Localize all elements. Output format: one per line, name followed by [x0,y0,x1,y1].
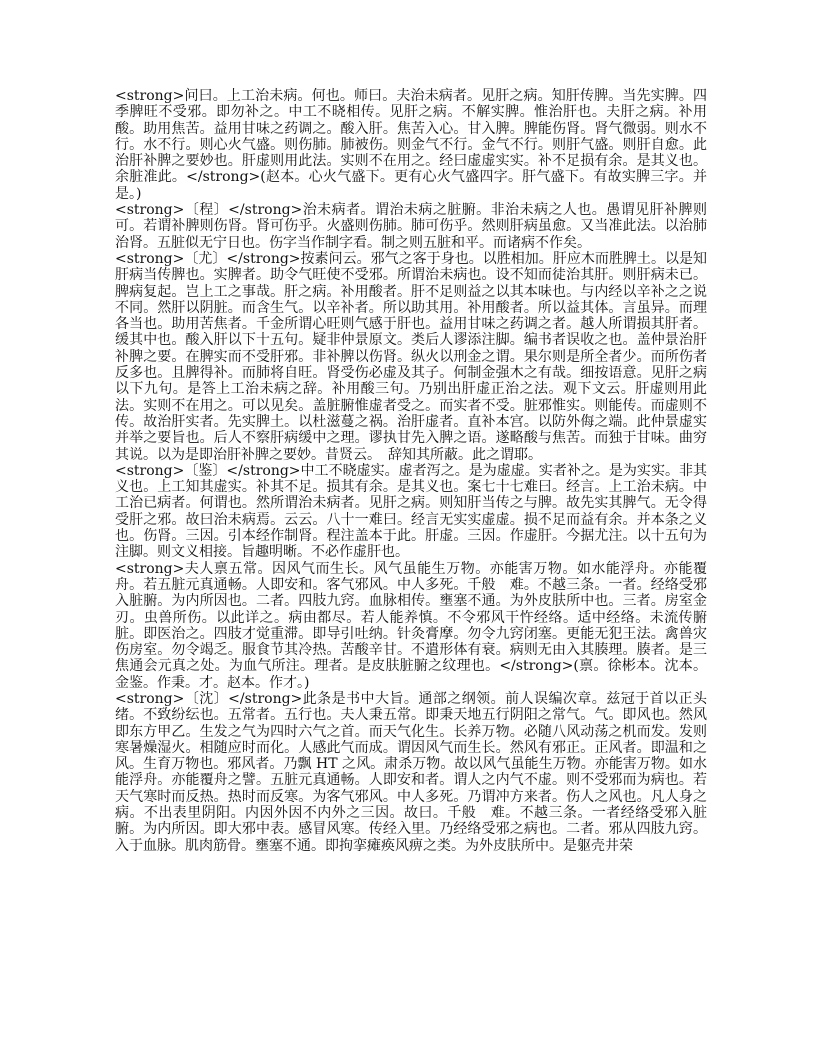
paragraph-five-constants: <strong>夫人禀五常。因风气而生长。风气虽能生万物。亦能害万物。如水能浮舟。亦能覆舟。若五脏元真通畅。人即安和。客气邪风。中人多死。千般 难。不越三条。一者。经络受邪入脏腑。为内所因也。二者。四肢九窍。血脉相传。壅塞不通。为外皮肤所中也。三者。房室金刃。虫兽所伤。以此详之。病由都尽。若人能养慎。不令邪风干忤经络。适中经络。未流传腑脏。即医治之。四肢才觉重滞。即导引吐纳。针灸膏摩。勿令九窍闭塞。更能无犯王法。禽兽灾伤房室。勿令竭乏。服食节其冷热。苦酸辛甘。不遣形体有衰。病则无由入其腠理。腠者。是三焦通会元真之处。为血气所注。理者。是皮肤脏腑之纹理也。</strong>(禀。徐彬本。沈本。金鉴。作秉。才。赵本。作才。) [115,560,707,691]
paragraph-question-master-answer: <strong>问曰。上工治未病。何也。师曰。夫治未病者。见肝之病。知肝传脾。当先实脾。四季脾旺不受邪。即勿补之。中工不晓相传。见肝之病。不解实脾。惟治肝也。夫肝之病。补用酸。助用焦苦。益用甘味之药调之。酸入肝。焦苦入心。甘入脾。脾能伤肾。肾气微弱。则水不行。水不行。则心火气盛。则伤肺。肺被伤。则金气不行。金气不行。则肝气盛。则肝自愈。此治肝补脾之要妙也。肝虚则用此法。实则不在用之。经曰虚虚实实。补不足损有余。是其义也。余脏准此。</strong>(赵本。心火气盛下。更有心火气盛四字。肝气盛下。有故实脾三字。并是。) [115,88,707,202]
paragraph-cheng-commentary: <strong>〔程〕</strong>治未病者。谓治未病之脏腑。非治未病之人也。愚谓见肝补脾则可。若谓补脾则伤肾。肾可伤乎。火盛则伤肺。肺可伤乎。然则肝病虽愈。又当准此法。以治肺治肾。五脏似无宁日也。伤字当作制字看。制之则五脏和平。而诸病不作矣。 [115,202,707,251]
paragraph-jian-commentary: <strong>〔鉴〕</strong>中工不晓虚实。虚者泻之。是为虚虚。实者补之。是为实实。非其义也。上工知其虚实。补其不足。损其有余。是其义也。案七十七难曰。经言。上工治未病。中工治已病者。何谓也。然所谓治未病者。见肝之病。则知肝当传之与脾。故先实其脾气。无令得受肝之邪。故曰治未病焉。云云。八十一难曰。经言无实实虚虚。损不足而益有余。并本条之义也。伤肾。三因。引本经作制肾。程注盖本于此。肝虚。三因。作虚肝。今据尤注。以十五句为注脚。则文义相接。旨趣明晰。不必作虚肝也。 [115,462,707,561]
paragraph-you-commentary: <strong>〔尤〕</strong>按素问云。邪气之客于身也。以胜相加。肝应木而胜脾土。以是知肝病当传脾也。实脾者。助令气旺使不受邪。所谓治未病也。设不知而徒治其肝。则肝病未已。脾病复起。岂上工之事哉。肝之病。补用酸者。肝不足则益之以其本味也。与内经以辛补之之说不同。然肝以阴脏。而含生气。以辛补者。所以助其用。补用酸者。所以益其体。言虽异。而理各当也。助用苦焦者。千金所谓心旺则气感于肝也。益用甘味之药调之者。越人所谓损其肝者。缓其中也。酸入肝以下十五句。疑非仲景原文。类后人谬添注脚。编书者误收之也。盖仲景治肝补脾之要。在脾实而不受肝邪。非补脾以伤肾。纵火以刑金之谓。果尔则是所全者少。而所伤者反多也。且脾得补。而肺将自旺。肾受伤必虚及其子。何制金强木之有哉。细按语意。见肝之病以下九句。是答上工治未病之辞。补用酸三句。乃别出肝虚正治之法。观下文云。肝虚则用此法。实则不在用之。可以见矣。盖脏腑惟虚者受之。而实者不受。脏邪惟实。则能传。而虚则不传。故治肝实者。先实脾土。以杜滋蔓之祸。治肝虚者。直补本宫。以防外侮之端。此仲景虚实并举之要旨也。后人不察肝病缓中之理。谬执甘先入脾之语。遂略酸与焦苦。而独于甘味。曲穷其说。以为是即治肝补脾之要妙。昔贤云。 辞知其所蔽。此之谓耶。 [115,250,707,463]
text-block [115,88,707,854]
paragraph-shen-commentary: <strong>〔沈〕</strong>此条是书中大旨。通部之纲领。前人误编次章。兹冠于首以正头绪。不致纷纭也。五常者。五行也。夫人秉五常。即秉天地五行阴阳之常气。气。即风也。然风即东方甲乙。生发之气为四时六气之首。而天气化生。长养万物。必随八风动荡之机而发。发则寒暑燥湿火。相随应时而化。人感此气而成。谓因风气而生长。然风有邪正。正风者。即温和之风。生育万物也。邪风者。乃飘 HT 之风。肃杀万物。故以风气虽能生万物。亦能害万物。如水能浮舟。亦能覆舟之譬。五脏元真通畅。人即安和者。谓人之内气不虚。则不受邪而为病也。若天气寒时而反热。热时而反寒。为客气邪风。中人多死。乃谓冲方来者。伤人之风也。凡人身之病。不出表里阴阳。内因外因不内外之三因。故曰。千般 难。不越三条。一者经络受邪入脏腑。为内所因。即大邪中表。感冒风寒。传经入里。乃经络受邪之病也。二者。邪从四肢九窍。入于血脉。肌肉筋骨。壅塞不通。即拘挛瘫痪风痹之类。为外皮肤所中。是躯壳井荣 [115,690,707,854]
